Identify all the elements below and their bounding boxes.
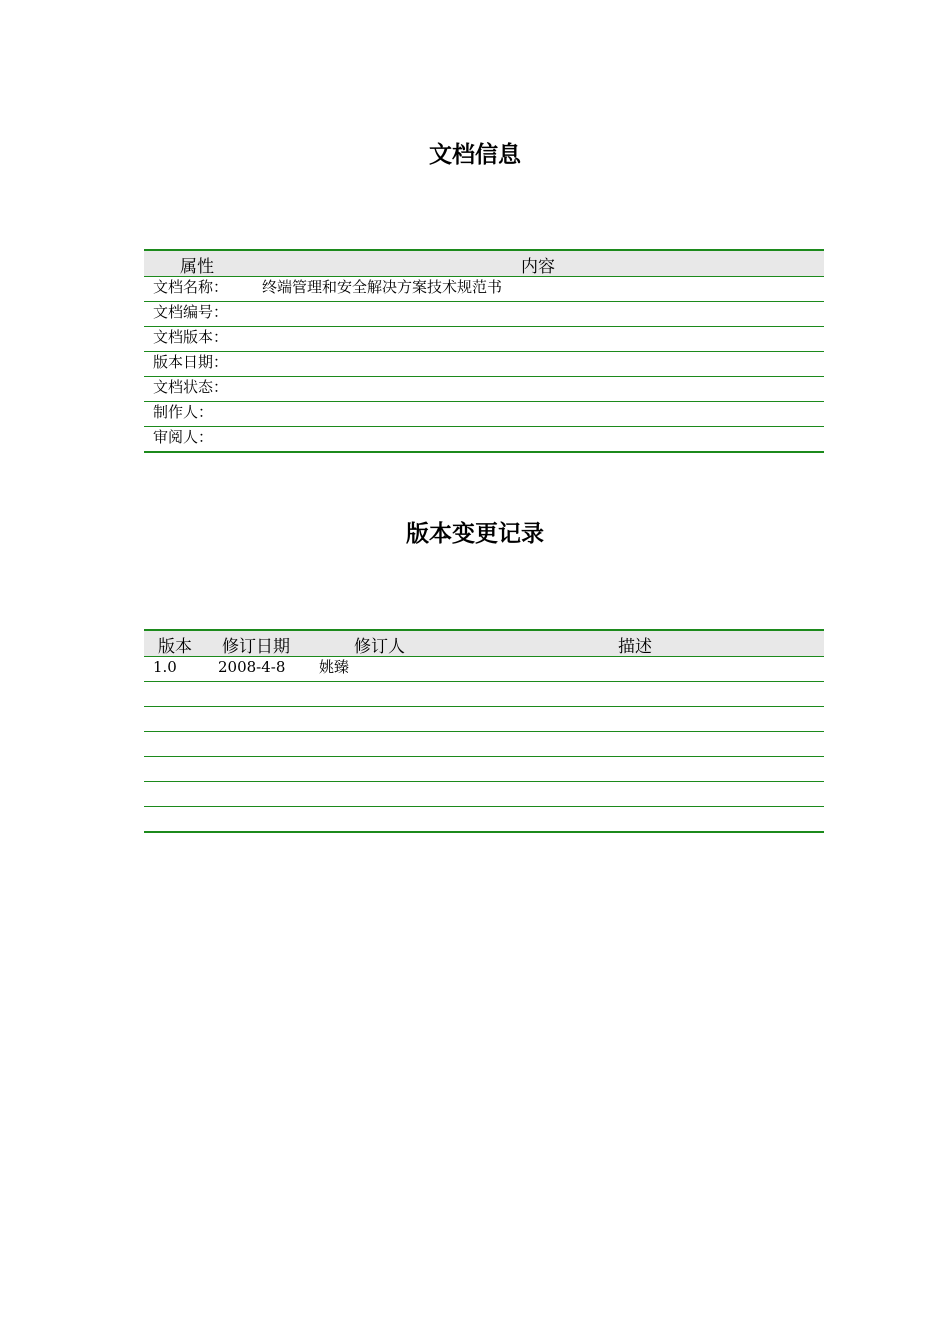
cell-description bbox=[458, 757, 824, 782]
cell-reviser bbox=[312, 707, 458, 732]
cell-date bbox=[210, 782, 312, 807]
cell-date bbox=[210, 732, 312, 757]
row-value bbox=[259, 427, 824, 453]
cell-description bbox=[458, 732, 824, 757]
table-row bbox=[144, 327, 824, 352]
table-row bbox=[144, 377, 824, 402]
row-value bbox=[259, 402, 824, 427]
cell-date bbox=[210, 757, 312, 782]
doc-info-table bbox=[144, 249, 824, 453]
cell-description bbox=[458, 782, 824, 807]
table-row bbox=[144, 732, 824, 757]
cell-version bbox=[144, 757, 210, 782]
change-log-table bbox=[144, 629, 824, 833]
cell-version bbox=[144, 682, 210, 707]
cell-reviser bbox=[312, 782, 458, 807]
cell-date bbox=[210, 807, 312, 833]
table-row bbox=[144, 277, 824, 302]
row-label: 文档名称： bbox=[144, 277, 259, 302]
table-row bbox=[144, 782, 824, 807]
header-reviser: 修订人 bbox=[312, 630, 458, 657]
doc-info-title: 文档信息 bbox=[429, 142, 521, 168]
table-row bbox=[144, 402, 824, 427]
header-description: 描述 bbox=[458, 630, 824, 657]
cell-version: 1.0 bbox=[144, 657, 210, 682]
row-value: 终端管理和安全解决方案技术规范书 bbox=[259, 277, 824, 302]
cell-description bbox=[458, 807, 824, 833]
row-label: 制作人： bbox=[144, 402, 259, 427]
table-row bbox=[144, 757, 824, 782]
cell-reviser bbox=[312, 732, 458, 757]
row-value bbox=[259, 352, 824, 377]
cell-date: 2008-4-8 bbox=[210, 657, 312, 682]
row-label: 文档版本： bbox=[144, 327, 259, 352]
cell-reviser: 姚臻 bbox=[312, 657, 458, 682]
table-header-row bbox=[144, 250, 824, 277]
header-version: 版本 bbox=[144, 630, 210, 657]
row-label: 文档状态： bbox=[144, 377, 259, 402]
row-label: 审阅人： bbox=[144, 427, 259, 453]
cell-version bbox=[144, 732, 210, 757]
row-label: 版本日期： bbox=[144, 352, 259, 377]
cell-date bbox=[210, 682, 312, 707]
header-attribute: 属性 bbox=[144, 250, 259, 277]
cell-version bbox=[144, 707, 210, 732]
table-row bbox=[144, 807, 824, 833]
header-content: 内容 bbox=[259, 250, 824, 277]
table-row bbox=[144, 302, 824, 327]
row-value bbox=[259, 302, 824, 327]
table-header-row bbox=[144, 630, 824, 657]
table-row bbox=[144, 682, 824, 707]
row-label: 文档编号： bbox=[144, 302, 259, 327]
cell-reviser bbox=[312, 757, 458, 782]
cell-reviser bbox=[312, 807, 458, 833]
table-row bbox=[144, 707, 824, 732]
cell-date bbox=[210, 707, 312, 732]
table-row bbox=[144, 352, 824, 377]
row-value bbox=[259, 327, 824, 352]
change-log-title: 版本变更记录 bbox=[406, 521, 544, 547]
cell-description bbox=[458, 657, 824, 682]
row-value bbox=[259, 377, 824, 402]
cell-version bbox=[144, 807, 210, 833]
cell-description bbox=[458, 682, 824, 707]
cell-reviser bbox=[312, 682, 458, 707]
table-row bbox=[144, 657, 824, 682]
header-date: 修订日期 bbox=[210, 630, 312, 657]
cell-description bbox=[458, 707, 824, 732]
cell-version bbox=[144, 782, 210, 807]
table-row bbox=[144, 427, 824, 453]
